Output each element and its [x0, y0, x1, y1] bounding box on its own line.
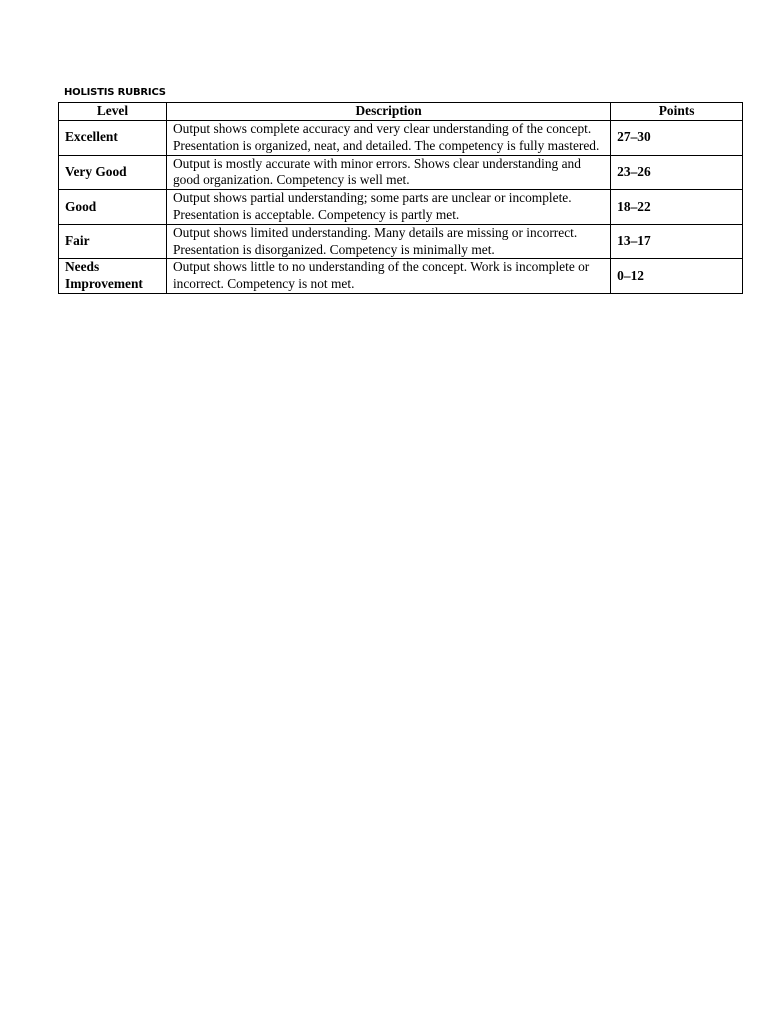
description-cell: Output shows complete accuracy and very clear understanding of the concept. Presentation is organized, neat, and detailed. The competency is fully mastered.	[166, 121, 610, 156]
level-cell: Good	[59, 190, 167, 225]
points-cell: 27–30	[611, 121, 743, 156]
table-row	[59, 190, 743, 225]
description-cell: Output is mostly accurate with minor errors. Shows clear understanding and good organization. Competency is well met.	[166, 155, 610, 190]
points-cell: 0–12	[611, 259, 743, 294]
document-title: HOLISTIS RUBRICS	[64, 87, 166, 98]
description-cell: Output shows limited understanding. Many details are missing or incorrect. Presentation is disorganized. Competency is minimally met.	[166, 224, 610, 259]
points-cell: 23–26	[611, 155, 743, 190]
description-cell: Output shows partial understanding; some parts are unclear or incomplete. Presentation is acceptable. Competency is partly met.	[166, 190, 610, 225]
points-cell: 18–22	[611, 190, 743, 225]
table-row	[59, 259, 743, 294]
rubric-table	[58, 102, 743, 294]
level-cell: Needs Improvement	[59, 259, 167, 294]
table-row	[59, 224, 743, 259]
header-level: Level	[59, 103, 167, 121]
level-cell: Very Good	[59, 155, 167, 190]
header-points: Points	[611, 103, 743, 121]
table-header-row	[59, 103, 743, 121]
header-description: Description	[166, 103, 610, 121]
level-cell: Fair	[59, 224, 167, 259]
description-cell: Output shows little to no understanding of the concept. Work is incomplete or incorrect. Competency is not met.	[166, 259, 610, 294]
points-cell: 13–17	[611, 224, 743, 259]
table-row	[59, 121, 743, 156]
level-cell: Excellent	[59, 121, 167, 156]
table-row	[59, 155, 743, 190]
